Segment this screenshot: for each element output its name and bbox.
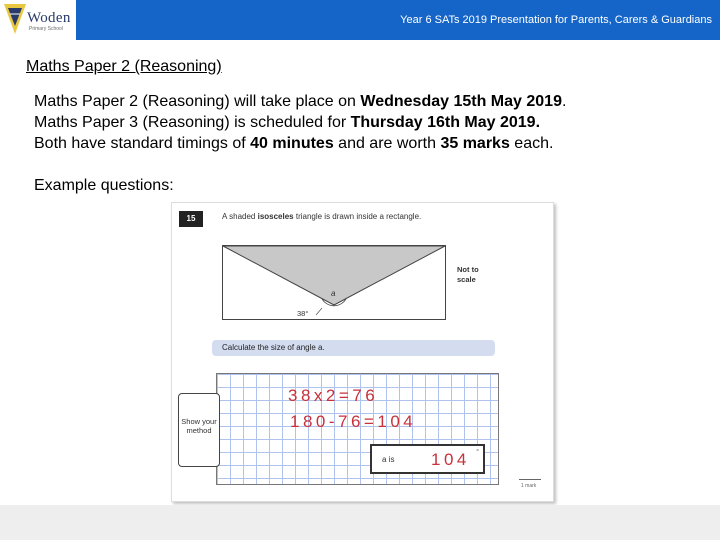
angle-a-label: a xyxy=(331,289,336,298)
working-line-1: 38x2=76 xyxy=(288,386,379,405)
question-text: A shaded isosceles triangle is drawn inside a rectangle. xyxy=(222,212,422,221)
degree-symbol: ° xyxy=(476,449,479,456)
info-line-paper-3: Maths Paper 3 (Reasoning) is scheduled for Thursday 16th May 2019. xyxy=(34,114,541,131)
not-to-scale-note: Not to scale xyxy=(457,265,479,284)
answer-box xyxy=(370,444,485,474)
header-bar xyxy=(0,0,720,40)
working-line-2: 180-76=104 xyxy=(290,412,417,431)
info-line-paper-2: Maths Paper 2 (Reasoning) will take place on Wednesday 15th May 2019. xyxy=(34,93,567,110)
school-logo xyxy=(0,0,76,40)
example-questions-label: Example questions: xyxy=(34,177,174,194)
logo-subtext: Primary School xyxy=(29,26,63,32)
marks-text: 1 mark xyxy=(521,483,537,489)
show-method-box: Show your method xyxy=(178,393,220,467)
logo-text: Woden xyxy=(27,10,71,26)
instruction-bar: Calculate the size of angle a. xyxy=(212,340,495,356)
answer-label: a is xyxy=(382,455,395,464)
triangle-diagram xyxy=(222,245,447,321)
mark-line xyxy=(519,479,541,480)
answer-value: 104 xyxy=(431,450,470,469)
logo-crest-icon xyxy=(2,0,28,40)
presentation-title: Year 6 SATs 2019 Presentation for Parents, Carers & Guardians xyxy=(400,14,712,26)
angle-38-label: 38° xyxy=(297,309,309,318)
footer-bar xyxy=(0,505,720,540)
info-line-timings: Both have standard timings of 40 minutes and are worth 35 marks each. xyxy=(34,135,554,152)
example-question-image xyxy=(171,202,554,502)
section-title: Maths Paper 2 (Reasoning) xyxy=(26,58,222,75)
question-number: 15 xyxy=(179,211,203,227)
